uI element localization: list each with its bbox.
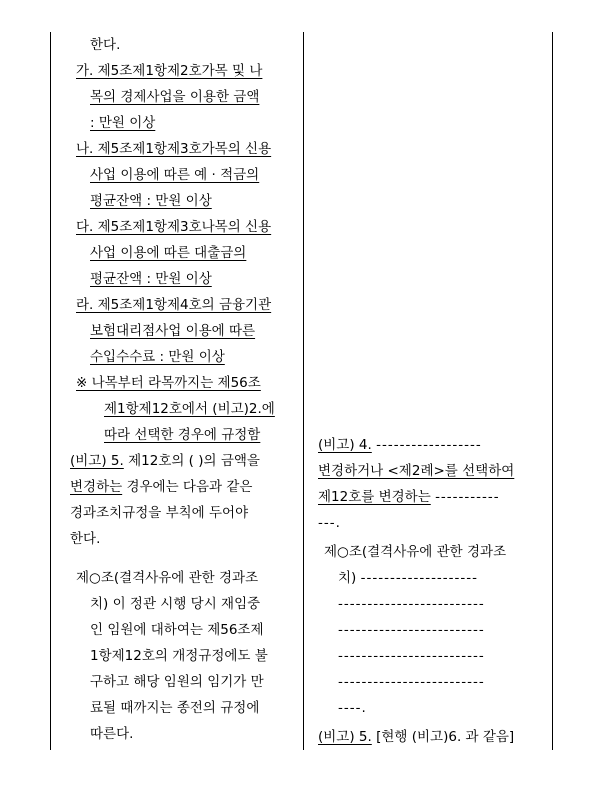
- left-border: [50, 32, 51, 750]
- text-line: 한다.: [90, 37, 121, 53]
- remark-4-line: [318, 432, 547, 458]
- item-da-line: 사업 이용에 따른 대출금의: [90, 245, 247, 261]
- note-line: ※ 나목부터 라목까지는 제56조: [76, 375, 261, 391]
- remark-4-line: [318, 484, 547, 510]
- item-na-line: 평균잔액 : 만원 이상: [90, 193, 212, 209]
- clause-text: 치): [338, 570, 357, 586]
- transition-clause-line: 료될 때까지는 종전의 규정에: [90, 700, 260, 716]
- right-border: [552, 32, 553, 750]
- item-da-line: 다. 제5조제1항제3호나목의 신용: [76, 219, 272, 235]
- dash-fill: ----.: [338, 700, 367, 716]
- remark-text: 경우에는 다음과 같은: [126, 479, 253, 495]
- transition-clause-line: 인 임원에 대하여는 제56조제: [90, 622, 264, 638]
- item-na-line: 사업 이용에 따른 예 · 적금의: [90, 167, 260, 183]
- transition-clause-line: 1항제12호의 개정규정에도 불: [90, 648, 268, 664]
- item-da-line: 평균잔액 : 만원 이상: [90, 271, 212, 287]
- dash-fill: -------------------------: [338, 596, 485, 612]
- dash-fill: -------------------------: [338, 622, 485, 638]
- dash-fill: --------------------: [360, 570, 479, 586]
- dash-fill: -----------: [435, 489, 500, 505]
- transition-clause-line: [338, 565, 547, 591]
- remark-text: [현행 (비고)6. 과 같음]: [376, 729, 515, 745]
- item-ga-line: : 만원 이상: [90, 115, 156, 131]
- dash-fill: -------------------------: [338, 648, 485, 664]
- item-ra-line: 수입수수료 : 만원 이상: [90, 349, 225, 365]
- item-na-line: 나. 제5조제1항제3호가목의 신용: [76, 141, 272, 157]
- remark-5-line: [318, 724, 547, 750]
- transition-clause-line: 따른다.: [90, 726, 134, 742]
- dash-fill: -------------------------: [338, 674, 485, 690]
- remark-text: 제12호의 ( )의 금액을: [128, 453, 260, 469]
- transition-clause-line: 구하고 해당 임원의 임기가 만: [90, 674, 264, 690]
- item-ra-line: 보험대리점사업 이용에 따른: [90, 323, 256, 339]
- remark-label: (비고) 5.: [70, 453, 124, 469]
- remark-5-line: [70, 474, 296, 500]
- item-ga-line: 가. 제5조제1항제2호가목 및 나: [76, 63, 263, 79]
- remark-underlined: 제12호를 변경하는: [318, 489, 431, 505]
- remark-underlined: 변경하는: [70, 479, 123, 495]
- remark-label: (비고) 5.: [318, 729, 372, 745]
- center-divider: [303, 32, 304, 750]
- dash-fill: ------------------: [376, 437, 482, 453]
- remark-5-line: [70, 448, 296, 474]
- dash-fill: ---.: [318, 515, 341, 531]
- item-ga-line: 목의 경제사업을 이용한 금액: [90, 89, 260, 105]
- transition-clause-line: 제○조(결격사유에 관한 경과조: [324, 544, 507, 560]
- item-ra-line: 라. 제5조제1항제4호의 금융기관: [76, 297, 272, 313]
- remark-label: (비고) 4.: [318, 437, 372, 453]
- remark-5-line: 한다.: [70, 531, 101, 547]
- transition-clause-line: 치) 이 정관 시행 당시 재임중: [90, 596, 261, 612]
- note-line: 따라 선택한 경우에 규정함: [104, 427, 261, 443]
- note-line: 제1항제12호에서 (비고)2.에: [104, 401, 275, 417]
- transition-clause-line: 제○조(결격사유에 관한 경과조: [76, 570, 259, 586]
- remark-4-line: 변경하거나 <제2례>를 선택하여: [318, 463, 515, 479]
- remark-5-line: 경과조치규정을 부칙에 두어야: [70, 505, 249, 521]
